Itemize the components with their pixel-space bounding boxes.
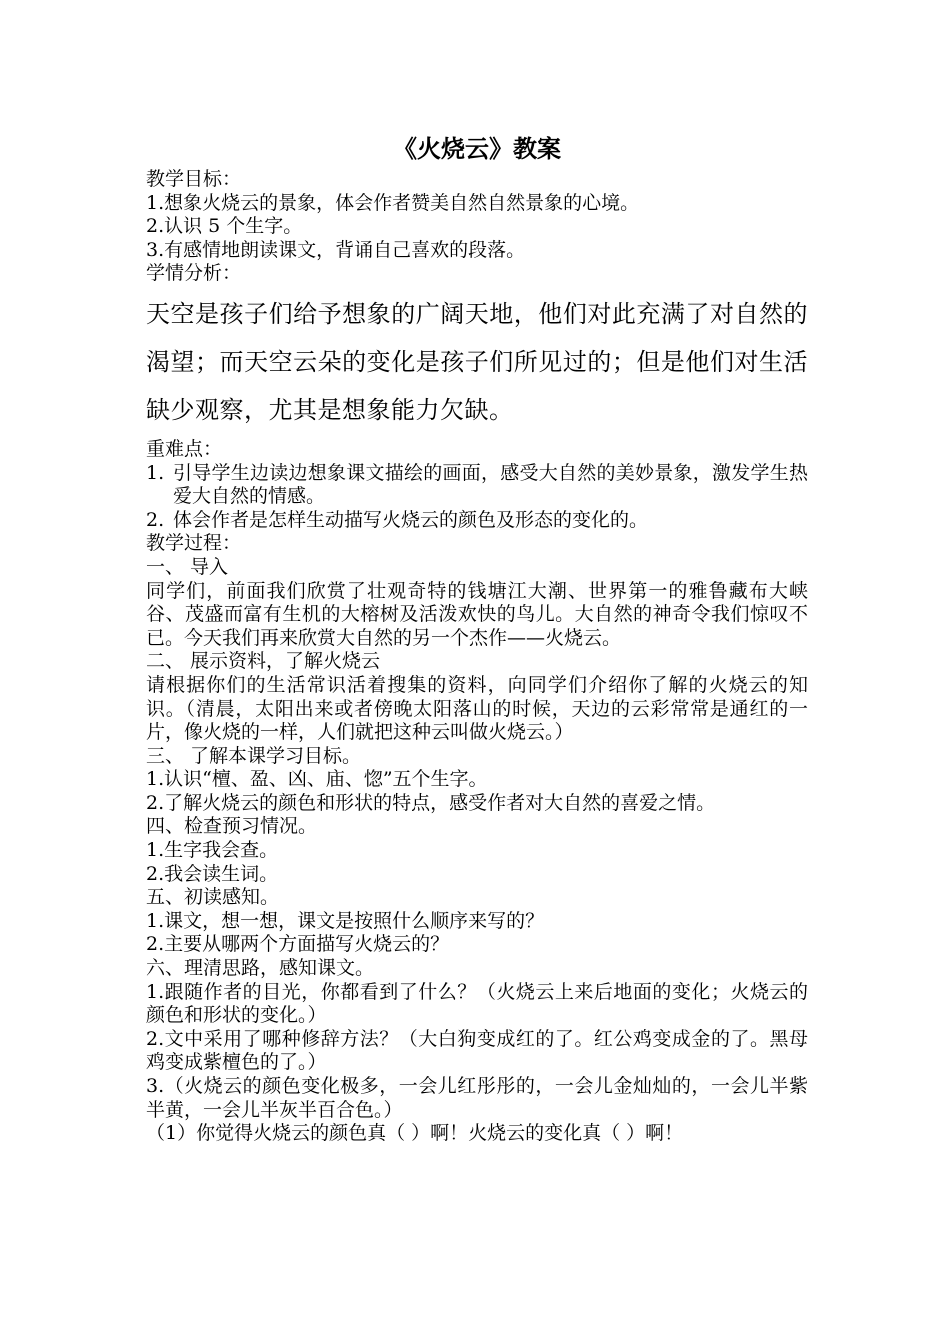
process-line: 1.课文，想一想，课文是按照什么顺序来写的？	[146, 909, 545, 932]
document-title: 《火烧云》教案	[393, 134, 561, 163]
key-point-item	[146, 509, 808, 533]
process-line: 1.跟随作者的目光，你都看到了什么？（火烧云上来后地面的变化；火烧云的颜色和形状的变化。）	[146, 980, 808, 1027]
process-line: 二、 展示资料，了解火烧云	[146, 650, 381, 673]
analysis-heading: 学情分析：	[146, 262, 242, 285]
process-line: 一、 导入	[146, 555, 229, 578]
process-line: 六、理清思路，感知课文。	[146, 957, 375, 980]
process-line: 四、检查预习情况。	[146, 815, 318, 838]
document-page	[146, 130, 808, 1146]
key-point-number: 1.	[146, 461, 165, 484]
process-line: 2.文中采用了哪种修辞方法？（大白狗变成红的了。红公鸡变成金的了。黑母鸡变成紫檀色的了。）	[146, 1027, 808, 1074]
process-line: 同学们，前面我们欣赏了壮观奇特的钱塘江大潮、世界第一的雅鲁藏布大峡谷、茂盛而富有生机的大榕树及活泼欢快的鸟儿。大自然的神奇令我们惊叹不已。今天我们再来欣赏大自然的另一个杰作——火烧云。	[146, 579, 808, 649]
goal-item: 3.有感情地朗读课文，背诵自己喜欢的段落。	[146, 238, 526, 261]
process-line: 2.了解火烧云的颜色和形状的特点，感受作者对大自然的喜爱之情。	[146, 791, 716, 814]
key-point-number: 2.	[146, 508, 165, 531]
process-line: 3.（火烧云的颜色变化极多，一会儿红彤彤的，一会儿金灿灿的，一会儿半紫半黄，一会儿半灰半百合色。）	[146, 1075, 808, 1121]
goals-heading: 教学目标：	[146, 168, 242, 190]
process-line: 2.我会读生词。	[146, 862, 279, 885]
process-heading: 教学过程：	[146, 532, 242, 555]
goal-item: 2.认识 5 个生字。	[146, 215, 303, 238]
process-line: 请根据你们的生活常识活着搜集的资料，向同学们介绍你了解的火烧云的知识。（清晨，太阳出来或者傍晚太阳落山的时候，天边的云彩常常是通红的一片，像火烧的一样，人们就把这种云叫做火烧云。）	[146, 673, 808, 744]
process-line: 2.主要从哪两个方面描写火烧云的？	[146, 933, 450, 956]
process-line: 1.认识“檀、盈、凶、庙、惚”五个生字。	[146, 768, 488, 791]
process-line: （1）你觉得火烧云的颜色真（ ）啊！火烧云的变化真（ ）啊！	[146, 1122, 684, 1145]
process-line: 1.生字我会查。	[146, 839, 279, 862]
process-line: 五、初读感知。	[146, 886, 280, 909]
key-points-heading: 重难点：	[146, 437, 223, 460]
key-point-item	[146, 462, 808, 509]
key-point-text: 体会作者是怎样生动描写火烧云的颜色及形态的变化的。	[173, 508, 649, 531]
process-line: 三、 了解本课学习目标。	[146, 744, 362, 767]
goal-item: 1.想象火烧云的景象，体会作者赞美自然自然景象的心境。	[146, 191, 640, 214]
analysis-text: 天空是孩子们给予想象的广阔天地，他们对此充满了对自然的渴望；而天空云朵的变化是孩子们所见过的；但是他们对生活缺少观察，尤其是想象能力欠缺。	[146, 299, 808, 424]
key-point-text: 引导学生边读边想象课文描绘的画面，感受大自然的美妙景象，激发学生热爱大自然的情感。	[173, 461, 808, 508]
